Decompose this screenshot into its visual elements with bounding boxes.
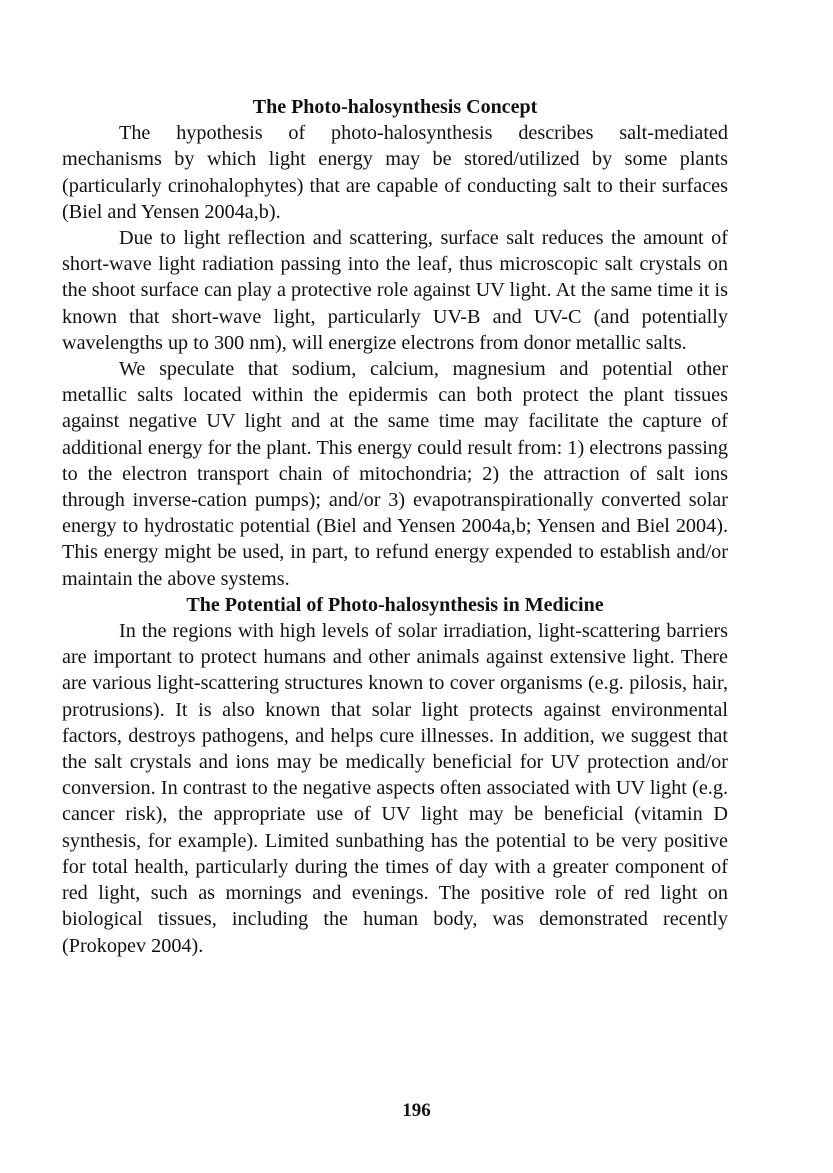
- paragraph-medicine: In the regions with high levels of solar irradiation, light-scattering barriers are important to protect humans and other animals against extensive light. There are various light-scattering structures known to cover organisms (e.g. pilosis, hair, protrusions). It is also known that solar light protects against environmental factors, destroys pathogens, and helps cure illnesses. In addition, we suggest that the salt crystals and ions may be medically beneficial for UV protection and/or conversion. In contrast to the negative aspects often associated with UV light (e.g. cancer risk), the appropriate use of UV light may be beneficial (vitamin D synthesis, for example). Limited sunbathing has the potential to be very positive for total health, particularly during the times of day with a greater component of red light, such as mornings and evenings. The positive role of red light on biological tissues, including the human body, was demonstrated recently (Prokopev 2004).: [62, 620, 728, 957]
- section-heading-medicine: The Potential of Photo-halosynthesis in Medicine: [186, 593, 604, 616]
- section-heading-concept: The Photo-halosynthesis Concept: [252, 96, 538, 118]
- page-body: [62, 94, 728, 959]
- paragraph-hypothesis: The hypothesis of photo-halosynthesis describes salt-mediated mechanisms by which light energy may be stored/utilized by some plants (particularly crinohalophytes) that are capable of conducting salt to their surfaces (Biel and Yensen 2004a,b).: [62, 122, 728, 223]
- paragraph-speculation: We speculate that sodium, calcium, magnesium and potential other metallic salts located within the epidermis can both protect the plant tissues against negative UV light and at the same time may facilitate the capture of additional energy for the plant. This energy could result from: 1) electrons passing to the electron transport chain of mitochondria; 2) the attraction of salt ions through inverse-cation pumps); and/or 3) evapotranspirationally converted solar energy to hydrostatic potential (Biel and Yensen 2004a,b; Yensen and Biel 2004). This energy might be used, in part, to refund energy expended to establish and/or maintain the above systems.: [62, 358, 728, 590]
- page-number: 196: [402, 1100, 431, 1121]
- paragraph-light-reflection: Due to light reflection and scattering, surface salt reduces the amount of short-wave light radiation passing into the leaf, thus microscopic salt crystals on the shoot surface can play a protective role against UV light. At the same time it is known that short-wave light, particularly UV-B and UV-C (and potentially wavelengths up to 300 nm), will energize electrons from donor metallic salts.: [62, 227, 728, 354]
